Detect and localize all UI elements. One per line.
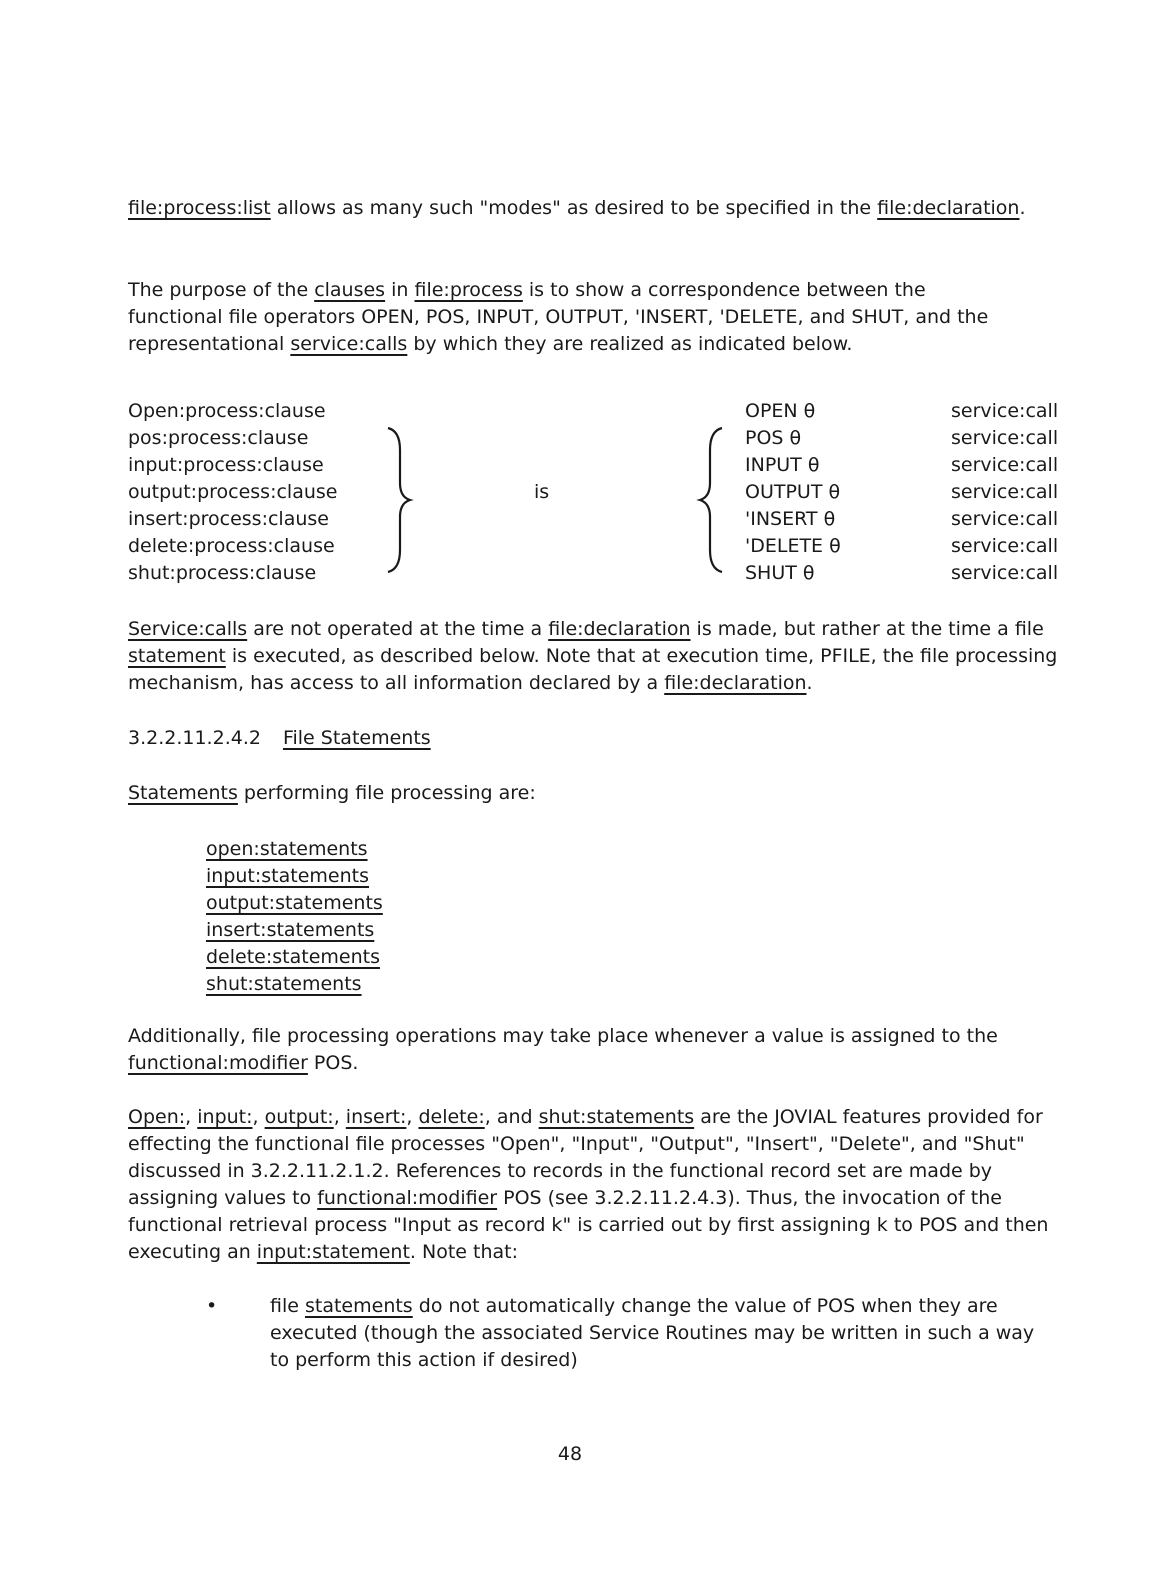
term-statements: Statements xyxy=(128,782,238,804)
clause-item: shut:process:clause xyxy=(128,562,317,584)
statement-item: insert:statements xyxy=(206,919,375,941)
term-statements: statements xyxy=(304,1295,413,1317)
statement-item: input:statements xyxy=(206,865,369,887)
statement-item: shut:statements xyxy=(206,973,362,995)
term-file-declaration: file:declaration xyxy=(664,672,807,694)
bullet-text: file statements do not automatically change the value of POS when they are executed (though the associated Service Routines may be written in such a way to perform this action if desired) xyxy=(270,1295,1035,1371)
paragraph-jovial-features: Open:, input:, output:, insert:, delete:, and shut:statements are the JOVIAL features provided for effecting the functional file processes "Open", "Input", "Output", "Insert", "Delete", and "Shut" discussed in 3.2.2.11.2.1.2. References to records in the functional record set are made by assigning values to functional:modifier POS (see 3.2.2.11.2.4.3). Thus, the invocation of the functional retrieval process "Input as record k" is carried out by first assigning k to POS and then executing an input:statement. Note that: xyxy=(128,1106,1049,1263)
operator-item: SHUT θ xyxy=(745,562,815,584)
term-shut-statements: shut:statements xyxy=(538,1106,695,1128)
left-brace-icon xyxy=(696,425,726,575)
clause-item: insert:process:clause xyxy=(128,508,329,530)
service-call-item: service:call xyxy=(951,508,1059,530)
statement-item: output:statements xyxy=(206,892,383,914)
paragraph-service-calls: Service:calls are not operated at the time a file:declaration is made, but rather at the time a file statement is executed, as described below. Note that at execution time, PFILE, the file processing mechanism, has access to all information declared by a file:declaration. xyxy=(128,618,1058,694)
statement-list xyxy=(206,836,383,998)
paragraph-file-process-list: file:process:list allows as many such "modes" as desired to be specified in the file:declaration. xyxy=(128,197,1026,219)
service-call-item: service:call xyxy=(951,481,1059,503)
page-number: 48 xyxy=(557,1443,583,1465)
term-statement: statement xyxy=(128,645,226,667)
paragraph-purpose: The purpose of the clauses in file:process is to show a correspondence between the functional file operators OPEN, POS, INPUT, OUTPUT, 'INSERT, 'DELETE, and SHUT, and the representational service:calls by which they are realized as indicated below. xyxy=(128,279,989,355)
statement-item: open:statements xyxy=(206,838,368,860)
operator-item: OUTPUT θ xyxy=(745,481,841,503)
operator-item: INPUT θ xyxy=(745,454,820,476)
operator-item: OPEN θ xyxy=(745,400,816,422)
paragraph-statements-intro: Statements performing file processing are: xyxy=(128,782,536,804)
service-call-item: service:call xyxy=(951,400,1059,422)
paragraph-additionally: Additionally, file processing operations may take place whenever a value is assigned to the functional:modifier POS. xyxy=(128,1025,998,1074)
term-file-process-list: file:process:list xyxy=(128,197,271,219)
operator-item: 'DELETE θ xyxy=(745,535,841,557)
term-functional-modifier: functional:modifier xyxy=(128,1052,308,1074)
term-input-statement: input:statement xyxy=(256,1241,410,1263)
clause-item: delete:process:clause xyxy=(128,535,335,557)
clause-item: input:process:clause xyxy=(128,454,324,476)
bullet-icon: • xyxy=(206,1295,218,1317)
term-service-calls: Service:calls xyxy=(128,618,248,640)
service-call-item: service:call xyxy=(951,562,1059,584)
operator-list xyxy=(745,398,841,587)
section-heading xyxy=(128,725,1078,752)
service-call-item: service:call xyxy=(951,427,1059,449)
right-brace-icon xyxy=(384,425,414,575)
service-call-item: service:call xyxy=(951,454,1059,476)
section-title: File Statements xyxy=(282,727,431,749)
service-call-list xyxy=(951,398,1058,587)
clause-item: pos:process:clause xyxy=(128,427,309,449)
operator-item: 'INSERT θ xyxy=(745,508,836,530)
clause-list xyxy=(128,398,337,587)
term-file-declaration: file:declaration xyxy=(548,618,691,640)
term-service-calls: service:calls xyxy=(290,333,408,355)
clause-item: Open:process:clause xyxy=(128,400,326,422)
clause-item: output:process:clause xyxy=(128,481,338,503)
term-functional-modifier: functional:modifier xyxy=(317,1187,498,1209)
section-number: 3.2.2.11.2.4.2 xyxy=(128,727,261,749)
statement-item: delete:statements xyxy=(206,946,380,968)
term-file-process: file:process xyxy=(414,279,523,301)
term-clauses: clauses xyxy=(314,279,386,301)
term-file-declaration: file:declaration xyxy=(877,197,1020,219)
operator-item: POS θ xyxy=(745,427,802,449)
is-connector: is xyxy=(534,481,550,503)
service-call-item: service:call xyxy=(951,535,1059,557)
